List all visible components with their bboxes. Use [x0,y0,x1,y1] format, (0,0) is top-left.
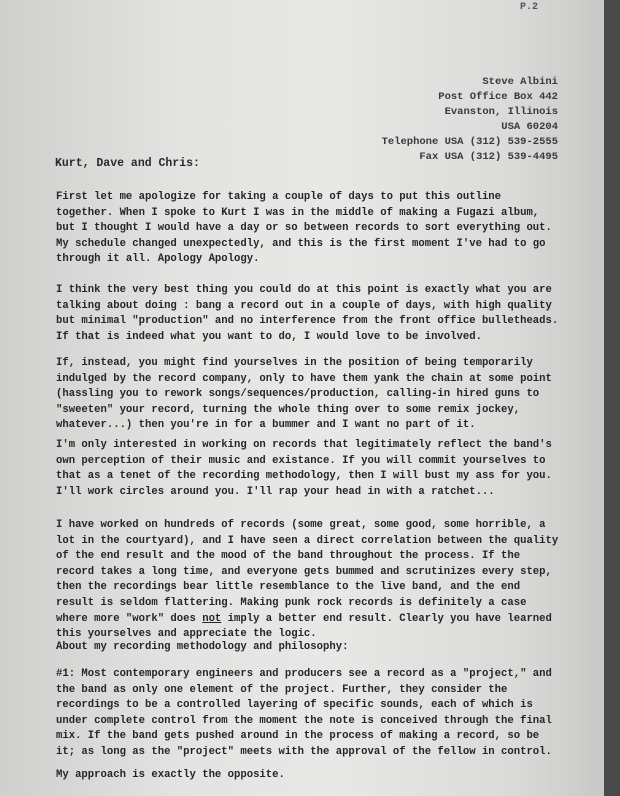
text-line: (hassling you to rework songs/sequences/production, calling-in hired guns to [56,388,540,401]
sender-telephone: Telephone USA (312) 539-2555 [381,136,558,148]
text-line: #1: Most contemporary engineers and producers see a record as a "project," and [56,668,552,680]
text-line [56,612,558,628]
text-line: but I thought I would have a day or so between records to sort everything out. [56,222,552,235]
text-line: I'll work circles around you. I'll rap your head in with a ratchet... [56,485,495,498]
text-line: I think the very best thing you could do at this point is exactly what you are [56,284,552,296]
text-segment: where more "work" does [56,612,203,625]
text-line: talking about doing : bang a record out in a couple of days, with high quality [56,299,552,312]
text-line: record takes a long time, and everyone gets bummed and scrutinizes every step, [56,565,552,578]
text-line: indulged by the record company, only to have them yank the chain at some point [56,372,552,385]
text-line: If that is indeed what you want to do, I would love to be involved. [56,330,482,343]
sender-fax: Fax USA (312) 539-4495 [419,151,558,163]
paragraph-apology [56,190,552,268]
text-line: recordings to be a controlled layering of specific sounds, each of which is [56,699,533,712]
text-line: whatever...) then you're in for a bummer and I want no part of it. [56,419,476,432]
text-line: that as a tenet of the recording methodology, then I will bust my ass for you. [56,470,552,483]
text-line: together. When I spoke to Kurt I was in the middle of making a Fugazi album, [56,206,540,219]
underlined-word: not [202,612,222,625]
text-line: lot in the courtyard), and I have seen a direct correlation between the quality [56,534,559,547]
text-line: result is seldom flattering. Making punk rock records is definitely a case [56,596,527,609]
sender-name: Steve Albini [482,76,558,88]
salutation: Kurt, Dave and Chris: [55,157,200,170]
text-line: it; as long as the "project" meets with the approval of the fellow in control. [56,745,552,758]
paragraph-my-approach [56,768,285,784]
text-line: under complete control from the moment the note is conceived through the final [56,714,552,727]
text-line: own perception of their music and existance. If you will commit yourselves to [56,454,546,467]
text-line: My approach is exactly the opposite. [56,769,285,781]
text-line: this yourselves and appreciate the logic. [56,628,317,641]
sender-po-box: Post Office Box 442 [438,91,558,103]
text-line: the band as only one element of the project. Further, they consider the [56,683,508,696]
paragraph-point-one [56,667,552,761]
text-line: through it all. Apology Apology. [56,253,260,266]
text-line: mix. If the band gets pushed around in the process of making a record, so be [56,730,540,743]
sender-zip: USA 60204 [501,121,558,133]
paragraph-hundreds-of-records [56,518,558,643]
text-line: My schedule changed unexpectedly, and this is the first moment I've had to go [56,237,546,250]
text-line: "sweeten" your record, turning the whole thing over to some remix jockey, [56,403,521,416]
text-line: If, instead, you might find yourselves in the position of being temporarily [56,357,533,369]
paragraph-best-thing [56,283,558,345]
text-line: I'm only interested in working on records that legitimately reflect the band's [56,439,552,451]
text-line: I have worked on hundreds of records (some great, some good, some horrible, a [56,519,546,531]
paragraph-methodology-heading [56,640,348,656]
text-line: First let me apologize for taking a couple of days to put this outline [56,191,502,203]
sender-address-block [382,75,558,165]
text-line: About my recording methodology and philosophy: [56,641,349,653]
text-line: of the end result and the mood of the band throughout the process. If the [56,550,521,563]
text-line: then the recordings bear little resemblance to the live band, and the end [56,581,521,594]
text-line: but minimal "production" and no interference from the front office bulletheads. [56,315,559,328]
paragraph-only-interested [56,438,552,500]
paragraph-if-instead [56,356,552,434]
sender-city: Evanston, Illinois [444,106,558,118]
page-number: P.2 [520,2,539,13]
text-segment: imply a better end result. Clearly you have learned [221,612,552,625]
